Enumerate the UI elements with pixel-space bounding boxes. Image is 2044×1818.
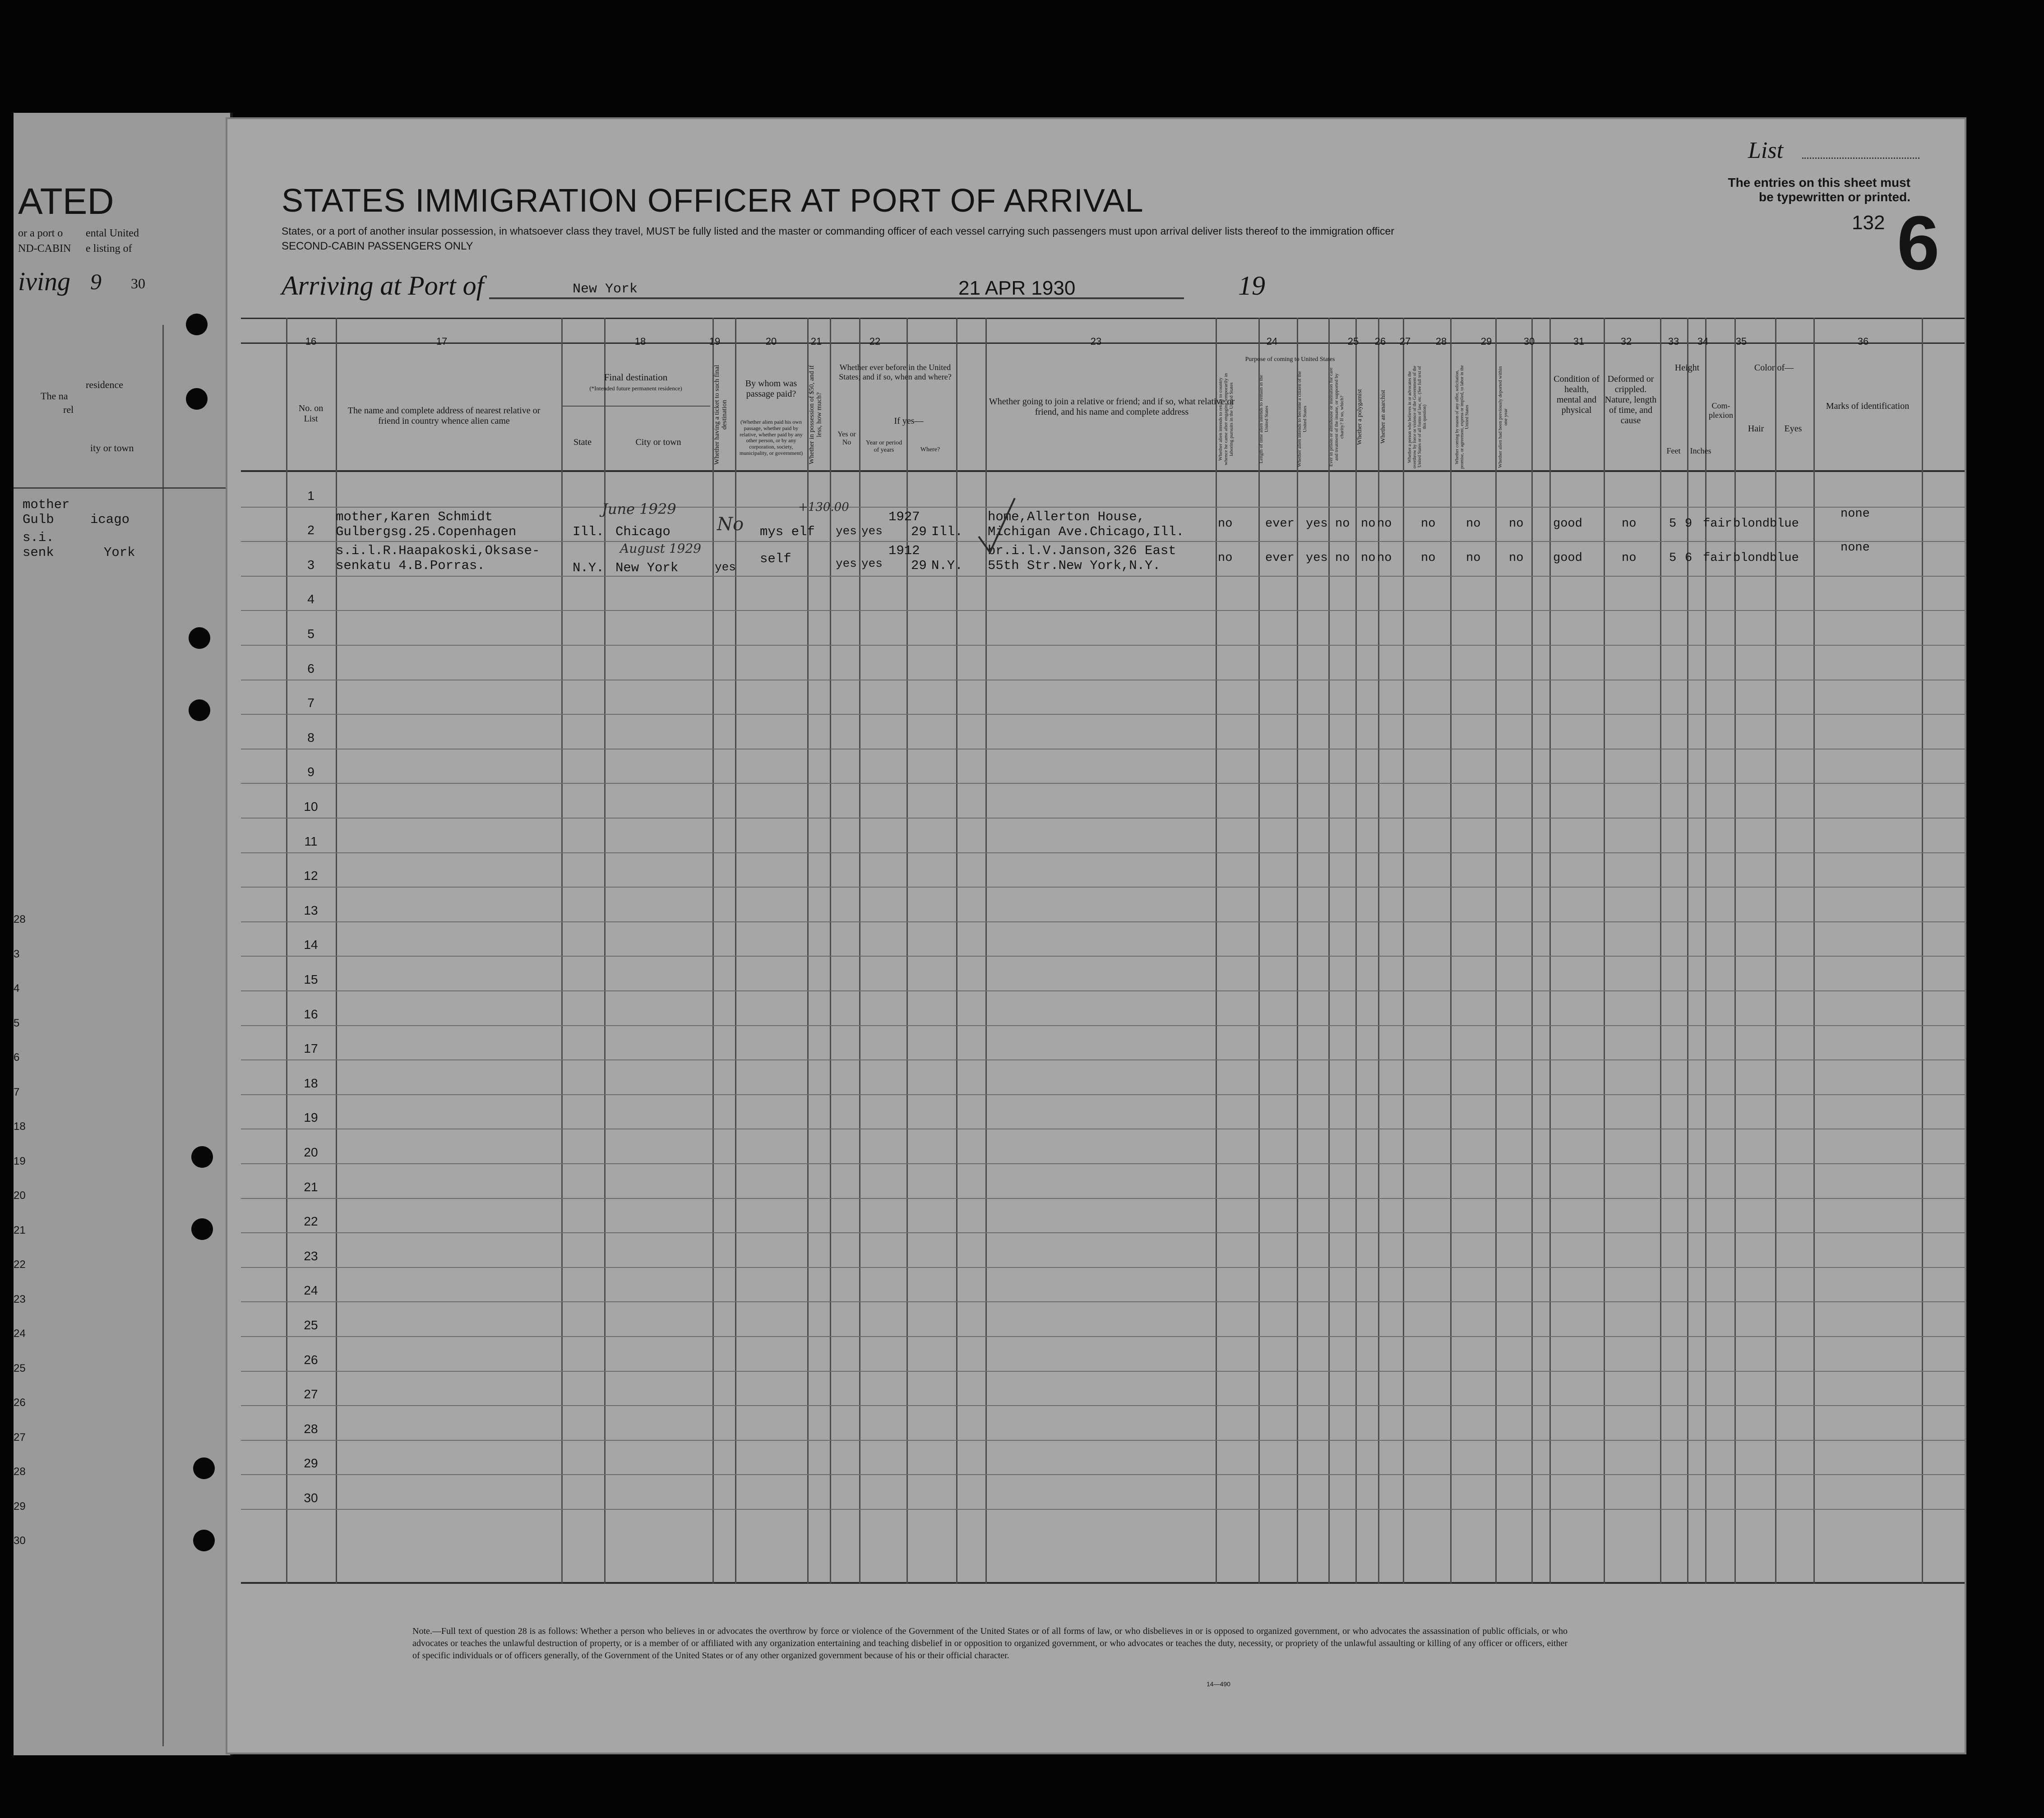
left-rownum: 19 — [14, 1155, 26, 1167]
row-number: 16 — [304, 1007, 318, 1021]
row-number: 24 — [304, 1283, 318, 1298]
left-line-2: ND-CABIN — [18, 243, 71, 254]
passage-value: self — [760, 551, 791, 566]
left-rownum: 18 — [14, 1120, 26, 1133]
left-handwritten-year: 9 — [90, 269, 102, 294]
colnum-29: 29 — [1480, 336, 1492, 347]
row-number: 20 — [304, 1145, 318, 1159]
port-underline — [489, 297, 1184, 299]
ever-before-value: yes — [861, 557, 883, 570]
binding-hole — [193, 1457, 215, 1479]
header-fifty-dollars: Whether in possession of $50, and if less, how much? — [808, 365, 823, 464]
row-number: 13 — [304, 903, 318, 917]
left-row-1-line-2: Gulb — [23, 512, 54, 527]
row-number: 23 — [304, 1249, 318, 1263]
left-rownum: 7 — [14, 1086, 20, 1098]
row-number: 22 — [304, 1214, 318, 1229]
row-line — [241, 887, 1965, 888]
header-purpose: Purpose of coming to United States — [1245, 356, 1335, 363]
relative-line-1: s.i.l.R.Haapakoski,Oksase- — [336, 543, 540, 558]
left-line-1: or a port o — [18, 227, 63, 239]
left-rownum: 28 — [14, 1466, 26, 1478]
column-divider — [859, 318, 860, 1583]
join-line-2: 55th Str.New York,N.Y. — [988, 558, 1161, 573]
colnum-26: 26 — [1374, 336, 1386, 347]
left-rownum: 28 — [14, 913, 26, 925]
row-line — [241, 1336, 1965, 1337]
binding-hole — [191, 1146, 213, 1168]
left-header-rule — [14, 487, 230, 489]
q28-value: no — [1421, 551, 1436, 565]
q28-value: no — [1421, 517, 1436, 531]
polygamist-value: no — [1361, 517, 1376, 531]
relative-line-2: senkatu 4.B.Porras. — [336, 558, 485, 573]
header-question-28: Whether a person who believes in or advocates the overthrow by force or violence of the Government of the United States or of all forms of law, etc. (See full text of this question) — [1407, 365, 1427, 468]
colnum-36: 36 — [1857, 336, 1869, 347]
ever-before-value: yes — [861, 524, 883, 538]
colnum-23: 23 — [1090, 336, 1102, 347]
column-divider — [561, 318, 563, 1583]
colnum-32: 32 — [1620, 336, 1632, 347]
relative-line-1: mother,Karen Schmidt — [336, 509, 493, 524]
colnum-16: 16 — [305, 336, 317, 347]
row-line — [241, 1198, 1965, 1199]
row-line — [241, 783, 1965, 784]
header-purpose-length: Length of time alien intends to remain in the United States — [1258, 375, 1270, 464]
sheet-number: 132 — [1852, 212, 1885, 234]
list-label: List — [1748, 138, 1784, 163]
colnum-22: 22 — [869, 336, 881, 347]
purpose-length: ever — [1265, 517, 1295, 531]
row-number: 10 — [304, 800, 318, 814]
page-title: STATES IMMIGRATION OFFICER AT PORT OF ARRIVAL — [282, 183, 1144, 219]
years-value-1: 1927 — [888, 509, 920, 524]
marks-value: none — [1841, 541, 1870, 555]
ticket-value: No — [717, 514, 744, 535]
previous-page-fragment — [14, 113, 233, 1755]
footer-note: Note.—Full text of question 28 is as follows: Whether a person who believes in or advocates the overthrow by force or violence of the Government of the United States or of all forms of law, or who disbelieves in or is opposed to organized government, or who advocates the assassination of public officials, or who advocates or teaches the unlawful destruction of property, or is a member of or affiliated with any organization entertaining and teaching disbelief in or opposition to organized government, or who advocates or teaches the duty, necessity, or propriety of the unlawful assaulting or killing of any officer or officers, either of specific individuals or of officers generally, of the Government of the United States or of any other organized government because of his or their official character. — [412, 1626, 1568, 1661]
hair-value: blond — [1733, 517, 1770, 531]
row-number: 25 — [304, 1318, 318, 1332]
row-line — [241, 1025, 1965, 1026]
money-value: yes — [836, 557, 857, 570]
column-divider — [1549, 318, 1551, 1583]
note-line-2: be typewritten or printed. — [1758, 190, 1910, 204]
typewritten-note — [1694, 176, 1910, 204]
left-rownum: 25 — [14, 1362, 26, 1374]
year-prefix: 19 — [1238, 271, 1265, 301]
marks-value: none — [1841, 507, 1870, 521]
header-where: Where? — [920, 446, 940, 453]
header-state: State — [573, 437, 592, 447]
column-divider — [956, 318, 957, 1583]
years-value-2: 29 — [911, 524, 927, 539]
q29-value: no — [1466, 551, 1481, 565]
arriving-label: Arriving at Port of — [282, 271, 484, 301]
colnum-20: 20 — [765, 336, 777, 347]
column-divider — [1604, 318, 1605, 1583]
header-inches: Inches — [1690, 446, 1711, 455]
left-rownum: 21 — [14, 1224, 26, 1236]
left-rownum: 23 — [14, 1293, 26, 1305]
column-divider — [1216, 318, 1217, 1583]
row-line — [241, 714, 1965, 715]
header-hair: Hair — [1748, 424, 1764, 434]
colnum-33: 33 — [1668, 336, 1679, 347]
binding-hole — [191, 1218, 213, 1240]
column-divider — [1258, 318, 1260, 1583]
header-passage: By whom was passage paid? — [745, 379, 797, 399]
left-col-sub-1: The na — [41, 390, 68, 402]
header-deformed: Deformed or crippled. Nature, length of time, and cause — [1605, 374, 1657, 426]
row-number: 12 — [304, 869, 318, 883]
polygamist-value: no — [1361, 551, 1376, 565]
row-number: 14 — [304, 938, 318, 952]
header-passage-sub: (Whether alien paid his own passage, whether paid by relative, whether paid by any other person, or by any corporation, society, municipality, or government) — [739, 419, 803, 456]
header-final-destination-sub: (*Intended future permanent residence) — [589, 385, 682, 392]
row-line — [241, 541, 1965, 542]
row-line — [241, 990, 1965, 991]
header-feet: Feet — [1666, 446, 1681, 455]
column-divider — [1813, 318, 1815, 1583]
passage-value: mys elf — [760, 524, 815, 539]
header-ever-before: Whether ever before in the United States; and if so, when and where? — [839, 363, 952, 381]
left-row-2-place: York — [104, 545, 135, 560]
complexion-value: fair — [1703, 551, 1732, 565]
row-number: 17 — [304, 1041, 318, 1056]
header-polygamist: Whether a polygamist — [1356, 389, 1363, 445]
anarchist-value: no — [1377, 551, 1392, 565]
ticket-value: yes — [715, 560, 736, 574]
header-yes-no: Yes or No — [837, 430, 856, 447]
inches-value: 9 — [1685, 517, 1693, 531]
row-number: 6 — [307, 661, 314, 675]
deformed-value: no — [1622, 551, 1637, 565]
column-divider — [712, 318, 714, 1583]
column-divider — [1355, 318, 1357, 1583]
column-divider — [1775, 318, 1776, 1583]
row-number: 21 — [304, 1180, 318, 1194]
manifest-page — [226, 117, 1966, 1754]
purpose-citizen: yes — [1306, 551, 1328, 565]
row-line — [241, 921, 1965, 922]
column-divider — [1297, 318, 1298, 1583]
column-divider — [1687, 318, 1688, 1583]
header-purpose-return: Whether alien intends to return to country whence he came after engaging temporarily in laboring pursuits in the United States — [1218, 373, 1235, 466]
header-color-of: Color of— — [1754, 363, 1794, 373]
colnum-28: 28 — [1435, 336, 1447, 347]
complexion-value: fair — [1703, 517, 1732, 531]
colnum-34: 34 — [1697, 336, 1709, 347]
purpose-citizen: yes — [1306, 517, 1328, 531]
check-mark-icon — [976, 496, 1017, 559]
deported-value: no — [1509, 551, 1524, 565]
left-right-line-2: e listing of — [86, 243, 132, 254]
purpose-length: ever — [1265, 551, 1295, 565]
left-row-1-place: icago — [90, 512, 130, 527]
column-divider — [1450, 318, 1452, 1583]
hair-value: blond — [1733, 551, 1770, 565]
row-line — [241, 576, 1965, 577]
header-nearest-relative: The name and complete address of nearest relative or friend in country whence alien came — [347, 406, 541, 426]
row-line — [241, 1094, 1965, 1095]
row-line — [241, 818, 1965, 819]
row-number: 27 — [304, 1387, 318, 1402]
left-row-2-line-1: s.i. — [23, 530, 54, 545]
row-line — [241, 1440, 1965, 1441]
left-row-2-line-2: senk — [23, 545, 54, 560]
column-divider — [1660, 318, 1661, 1583]
left-col-sub-3: ity or town — [90, 442, 134, 453]
row-number: 11 — [304, 834, 318, 848]
left-page-header-lines — [18, 226, 71, 256]
handwritten-date: August 1929 — [620, 541, 701, 556]
header-deported: Whether alien had been previously deported within one year — [1498, 366, 1509, 468]
row-line — [241, 610, 1965, 611]
binding-hole — [186, 314, 208, 335]
inches-value: 6 — [1685, 551, 1693, 565]
row-number: 2 — [307, 523, 314, 537]
row-line — [241, 1371, 1965, 1372]
row-line — [241, 1163, 1965, 1164]
colnum-31: 31 — [1573, 336, 1585, 347]
binding-hole — [189, 627, 210, 649]
colnum-18: 18 — [634, 336, 646, 347]
anarchist-value: no — [1377, 517, 1392, 531]
header-health: Condition of health, mental and physical — [1554, 374, 1600, 415]
date-stamp: 21 APR 1930 — [958, 277, 1076, 299]
city-value: Chicago — [615, 524, 671, 539]
form-number: 14—490 — [1207, 1680, 1230, 1688]
left-rownum: 4 — [14, 982, 20, 995]
header-if-yes: If yes— — [894, 416, 924, 426]
row-line — [241, 1474, 1965, 1475]
header-complexion: Com-plexion — [1709, 401, 1733, 420]
eyes-value: blue — [1770, 551, 1799, 565]
row-number: 19 — [304, 1110, 318, 1125]
left-col-sub-2: rel — [63, 404, 74, 415]
colnum-25: 25 — [1347, 336, 1359, 347]
left-rownum: 6 — [14, 1051, 20, 1064]
left-rownum: 5 — [14, 1017, 20, 1029]
left-rownum: 24 — [14, 1328, 26, 1340]
left-page-title: ATED — [18, 181, 114, 222]
column-divider — [336, 318, 337, 1583]
row-line — [241, 1509, 1965, 1510]
column-divider — [1495, 318, 1497, 1583]
city-value: New York — [615, 560, 679, 575]
big-sheet-number: 6 — [1897, 200, 1940, 286]
colnum-35: 35 — [1735, 336, 1747, 347]
column-divider — [1531, 318, 1533, 1583]
row-number: 29 — [304, 1456, 318, 1471]
colnum-24: 24 — [1266, 336, 1278, 347]
left-col-header: residence — [86, 379, 124, 390]
column-divider — [1328, 318, 1330, 1583]
row-line — [241, 956, 1965, 957]
port-value: New York — [573, 282, 638, 297]
state-value: Ill. — [573, 524, 604, 539]
feet-value: 5 — [1669, 551, 1677, 565]
column-divider — [286, 318, 287, 1583]
relative-line-2: Gulbergsg.25.Copenhagen — [336, 524, 517, 539]
left-rownum: 3 — [14, 948, 20, 960]
join-line-1: br.i.l.V.Janson,326 East — [988, 543, 1176, 558]
join-line-2: Michigan Ave.Chicago,Ill. — [988, 524, 1184, 539]
row-line — [241, 1405, 1965, 1406]
header-instruction: States, or a port of another insular possession, in whatsoever class they travel, MUST be fully listed and the master or commanding officer of each vessel carrying such passengers must upon arrival deliver lists thereof to the immigration officer — [282, 225, 1394, 237]
row-line — [241, 645, 1965, 646]
years-value-2: 29 — [911, 558, 927, 573]
header-height: Height — [1674, 363, 1700, 373]
join-line-1: home,Allerton House, — [988, 509, 1145, 524]
row-number: 5 — [307, 627, 314, 641]
header-final-destination: Final destination — [604, 372, 668, 383]
binding-hole — [189, 699, 210, 721]
left-rownum: 26 — [14, 1397, 26, 1409]
prison-value: no — [1335, 551, 1350, 565]
left-arriving: iving — [18, 267, 70, 296]
column-divider — [906, 318, 908, 1583]
left-column-divider — [162, 325, 164, 1746]
column-divider — [1378, 318, 1379, 1583]
colnum-27: 27 — [1399, 336, 1411, 347]
row-line — [241, 1232, 1965, 1233]
header-city: City or town — [635, 437, 681, 447]
header-years: Year or period of years — [865, 439, 902, 454]
row-number: 4 — [307, 592, 314, 606]
column-divider — [1922, 318, 1923, 1583]
left-rownum: 22 — [14, 1258, 26, 1271]
colnum-30: 30 — [1523, 336, 1535, 347]
row-number: 8 — [307, 730, 314, 745]
header-no-on-list: No. on List — [298, 403, 324, 424]
note-line-1: The entries on this sheet must — [1728, 176, 1910, 190]
state-value: N.Y. — [573, 560, 604, 575]
colnum-19: 19 — [709, 336, 721, 347]
left-right-line-1: ental United — [86, 227, 139, 239]
prison-value: no — [1335, 517, 1350, 531]
row-line — [241, 507, 1965, 508]
header-ticket: Whether having a ticket to such final destination — [713, 365, 728, 465]
row-number: 18 — [304, 1076, 318, 1090]
left-row-numbers — [14, 902, 32, 1559]
feet-value: 5 — [1669, 517, 1677, 531]
handwritten-money: +130.00 — [798, 500, 849, 514]
health-value: good — [1553, 517, 1582, 531]
left-rownum: 27 — [14, 1431, 26, 1443]
purpose-return: no — [1218, 551, 1233, 565]
header-purpose-citizen: Whether alien intends to become a citizen of the United States — [1297, 371, 1308, 467]
money-value: yes — [836, 524, 857, 538]
where-value: N.Y. — [931, 558, 963, 573]
header-prison: Ever in prison or almshouse or institution for care and treatment of the insane, or supported by charity? If so, which? — [1328, 367, 1345, 467]
row-number: 1 — [307, 488, 314, 503]
row-number: 28 — [304, 1421, 318, 1436]
where-value: Ill. — [931, 524, 963, 539]
purpose-return: no — [1218, 517, 1233, 531]
binding-hole — [186, 388, 208, 410]
header-eyes: Eyes — [1784, 424, 1802, 434]
q29-value: no — [1466, 517, 1481, 531]
row-line — [241, 852, 1965, 853]
deformed-value: no — [1622, 517, 1637, 531]
column-divider — [735, 318, 736, 1583]
row-number: 15 — [304, 972, 318, 986]
row-number: 26 — [304, 1352, 318, 1367]
colnum-17: 17 — [436, 336, 448, 347]
row-number: 7 — [307, 696, 314, 710]
header-class: SECOND-CABIN PASSENGERS ONLY — [282, 240, 473, 252]
column-divider — [1734, 318, 1736, 1583]
left-row-1-line-1: mother — [23, 497, 70, 512]
deported-value: no — [1509, 517, 1524, 531]
left-rownum: 20 — [14, 1189, 26, 1202]
row-line — [241, 1267, 1965, 1268]
binding-hole — [193, 1530, 215, 1551]
header-join-relative: Whether going to join a relative or friend; and if so, what relative or friend, and his name and complete address — [989, 397, 1235, 417]
eyes-value: blue — [1770, 517, 1799, 531]
row-number: 9 — [307, 765, 314, 779]
row-number: 30 — [304, 1491, 318, 1505]
header-marks: Marks of identification — [1826, 401, 1910, 411]
column-divider — [1705, 318, 1706, 1583]
row-line — [241, 1059, 1965, 1060]
column-divider — [1403, 318, 1404, 1583]
list-underline — [1802, 157, 1919, 160]
left-rownum: 29 — [14, 1500, 26, 1513]
header-anarchist: Whether an anarchist — [1380, 390, 1387, 444]
row-line — [241, 1301, 1965, 1302]
colnum-21: 21 — [810, 336, 822, 347]
left-printed-year: 30 — [131, 275, 145, 291]
handwritten-date: June 1929 — [602, 500, 676, 518]
final-destination-rule — [561, 406, 710, 407]
health-value: good — [1553, 551, 1582, 565]
left-rownum: 30 — [14, 1535, 26, 1547]
years-value-1: 1912 — [888, 543, 920, 558]
header-question-29: Whether coming by reason of any offer, solicitation, promise, or agreement, express or implied, to labor in the United States — [1455, 365, 1470, 469]
row-number: 3 — [307, 557, 314, 572]
left-page-header-right — [86, 226, 139, 256]
